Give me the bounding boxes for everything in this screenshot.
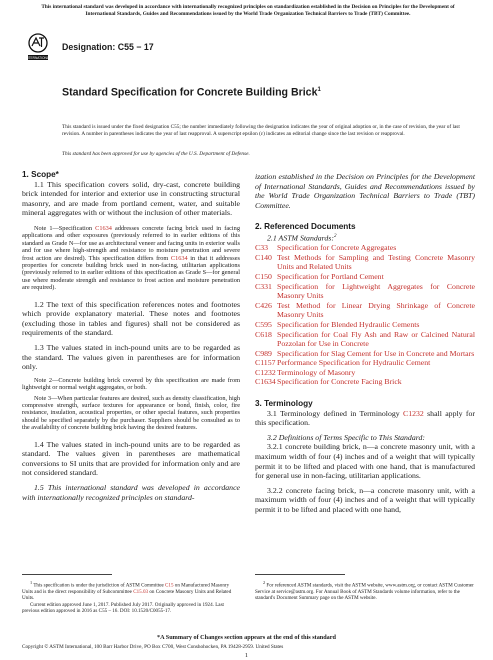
reference-code[interactable]: C140 (255, 252, 272, 262)
right-column (255, 172, 475, 515)
copyright-line: Copyright © ASTM International, 100 Barr Harbor Drive, PO Box C700, West Conshohocken, PA 19428-2959. United States (22, 644, 284, 650)
reference-title[interactable]: Specification for Lightweight Aggregates for Concrete Masonry Units (277, 281, 475, 301)
link-c15[interactable]: C15 (165, 582, 174, 589)
footnote-1-edition: Current edition approved June 1, 2017. Published July 2017. Originally approved in 1924. Last previous edition approved in 2016 as C55 – 16. DOI: 10.1520/C0055-17. (22, 601, 224, 614)
reference-item[interactable] (255, 368, 475, 378)
title-text: Standard Specification for Concrete Building Brick (62, 86, 318, 99)
page-number: 1 (244, 652, 249, 659)
para-1-2: 1.2 The text of this specification references notes and footnotes which provide explanatory material. These notes and footnotes (excluding those in tables and figures) shall not be considered as requirements of the standard. (22, 299, 240, 338)
note-2: Note 2—Concrete building brick covered by this specification are made from lightweight or normal weight aggregates, or both. (22, 376, 240, 392)
document-title (62, 84, 362, 99)
para-1-5: 1.5 This international standard was developed in accordance with internationally recognized principles on standard- (22, 483, 240, 502)
para-3-2-1: 3.2.1 concrete building brick, n—a concrete masonry unit, with a maximum width of four (4) inches and of a weight that will typically permit it to be lifted and placed with one hand, that is manufactured for general use in non-facing, utilitarian applications. (255, 442, 475, 481)
reference-code[interactable]: C331 (255, 281, 272, 291)
para-1-1: 1.1 This specification covers solid, dry-cast, concrete building brick intended for interior and exterior use in constructing structural masonry, and are made from portland cement, water, and suitable mineral aggregates with or without the inclusion of other materials. (22, 179, 240, 218)
note-1: Note 1—Specification C1634 addresses concrete facing brick used in facing applications and other exposures (previously referred to in earlier editions of this standard as Grade N—for use as architectural veneer and facing units in exterior walls and for use where high-strength and resistance to moisture penetration and severe frost action are desired). This specification differs from C1634 in that it addresses properties for concrete building brick used in non-facing, utilitarian applications (previously referred to in earlier editions of this specification as Grade S—for general use where moderate strength and resistance to frost action and moisture penetration are required). (22, 224, 240, 292)
footnote-2: $^2$ For referenced ASTM standards, visit the ASTM website, www.astm.org, or contact ASTM Customer Service at service@astm.org. For Annual Book of ASTM Standards volume information, refer to the standard's Document Summary page on the ASTM website. (255, 579, 474, 602)
reference-title[interactable]: Specification for Portland Cement (277, 271, 384, 281)
para-3-2-2: 3.2.2 concrete facing brick, n—a concrete masonry unit, with a maximum width of four (4) inches and of a weight that will typically permit it to be lifted and placed with one hand, (255, 485, 475, 514)
left-column (22, 170, 240, 502)
link-c1634-2[interactable]: C1634 (170, 254, 188, 262)
reference-code[interactable]: C595 (255, 319, 272, 329)
title-footnote-mark: 1 (317, 87, 321, 93)
reference-code[interactable]: C150 (255, 271, 272, 281)
reference-code[interactable]: C989 (255, 348, 272, 358)
reference-item[interactable] (255, 320, 475, 330)
astm-logo (25, 33, 51, 64)
reference-code[interactable]: C1232 (255, 367, 276, 377)
astm-standards-subheading: 2.1 ASTM Standards:$^2$ (267, 233, 337, 243)
reference-code[interactable]: C1634 (255, 377, 276, 387)
reference-item[interactable] (255, 243, 475, 253)
reference-title[interactable]: Specification for Concrete Facing Brick (277, 377, 402, 387)
note-3: Note 3—When particular features are desired, such as density classification, high compressive strength, surface textures for appearance or bond, finish, color, fire resistance, insulation, acoustical properties, or other special features, such properties should be specified separately by the purchaser. Suppliers should be consulted as to the availability of concrete building brick having the desired features. (22, 394, 240, 432)
para-1-3: 1.3 The values stated in inch-pound units are to be regarded as the standard. The values given in parentheses are for information only. (22, 343, 240, 372)
reference-title[interactable]: Test Method for Linear Drying Shrinkage of Concrete Masonry Units (277, 300, 475, 320)
reference-title[interactable]: Specification for Concrete Aggregates (277, 243, 397, 253)
reference-item[interactable] (255, 282, 475, 301)
para-3-1: 3.1 Terminology defined in Terminology C1232 shall apply for this specification. (255, 408, 475, 428)
reference-code[interactable]: C1157 (255, 358, 276, 368)
reference-title[interactable]: Specification for Coal Fly Ash and Raw or Calcined Natural Pozzolan for Use in Concrete (277, 329, 475, 349)
reference-item[interactable] (255, 349, 475, 359)
footnote-rule (22, 574, 112, 575)
scope-heading: 1. Scope* (22, 170, 59, 179)
svg-text:INTERNATIONAL: INTERNATIONAL (25, 56, 51, 60)
reference-title[interactable]: Performance Specification for Hydraulic Cement (277, 358, 431, 368)
reference-title[interactable]: Terminology of Masonry (277, 367, 356, 377)
reference-code[interactable]: C426 (255, 300, 272, 310)
designation: Designation: C55 − 17 (62, 42, 154, 52)
reference-title[interactable]: Specification for Blended Hydraulic Cements (277, 319, 420, 329)
reference-item[interactable] (255, 301, 475, 320)
reference-item[interactable] (255, 358, 475, 368)
para-1-4: 1.4 The values stated in inch-pound units are to be regarded as standard. The values given in parentheses are mathematical conversions to SI units that are provided for information only and are not considered standard. (22, 439, 240, 478)
reference-title[interactable]: Specification for Slag Cement for Use in Concrete and Mortars (277, 348, 475, 358)
link-c15-03[interactable]: C15.03 (133, 588, 149, 595)
para-3-2: 3.2 Definitions of Terms Specific to This Standard: (267, 432, 425, 442)
summary-of-changes-note: *A Summary of Changes section appears at the end of this standard (157, 634, 336, 641)
reference-code[interactable]: C618 (255, 329, 272, 339)
reference-code[interactable]: C33 (255, 243, 268, 253)
reference-title[interactable]: Test Methods for Sampling and Testing Concrete Masonry Units and Related Units (277, 252, 475, 272)
footnote-1: $^1$ This specification is under the jurisdiction of ASTM Committee C15 on Manufactured Masonry Units and is the direct responsibility of Subcommittee C15.03 on Concrete Masonry Units and Related Units. Current edition approved June 1, 2017. Published July 2017. Originally approved in 1924. Last previous edition approved in 2016 as C55 – 16. DOI: 10.1520/C0055-17. (22, 574, 240, 614)
reference-item[interactable] (255, 330, 475, 349)
reference-list (255, 243, 475, 387)
footnote-rule-2 (255, 574, 345, 575)
issuance-statement: This standard is issued under the fixed designation C55; the number immediately following the designation indicates the year of original adoption or, in the case of revision, the year of last revision. A number in parentheses indicates the year of last reapproval. A superscript epsilon (ε) indicates an editorial change since the last revision or reapproval. (62, 124, 460, 137)
link-c1634[interactable]: C1634 (95, 224, 112, 232)
terminology-heading: 3. Terminology (255, 399, 313, 409)
reference-item[interactable] (255, 377, 475, 387)
reference-item[interactable] (255, 272, 475, 282)
referenced-documents-heading: 2. Referenced Documents (255, 222, 356, 232)
para-1-5-continued: ization established in the Decision on Principles for the Development of International Standards, Guides and Recommendations issued by the World Trade Organization Technical Barriers to Trade (TBT) Committee. (255, 172, 475, 210)
reference-item[interactable] (255, 253, 475, 272)
wto-notice: This international standard was developed in accordance with internationally recognized principles on standardization established in the Decision on Principles for the Development of International Standards, Guides and Recommendations issued by the World Trade Organization Technical Barriers to Trade (TBT) Committee. (41, 4, 455, 17)
dod-approval-statement: This standard has been approved for use by agencies of the U.S. Department of Defense. (62, 151, 250, 157)
link-c1232[interactable]: C1232 (403, 408, 424, 418)
